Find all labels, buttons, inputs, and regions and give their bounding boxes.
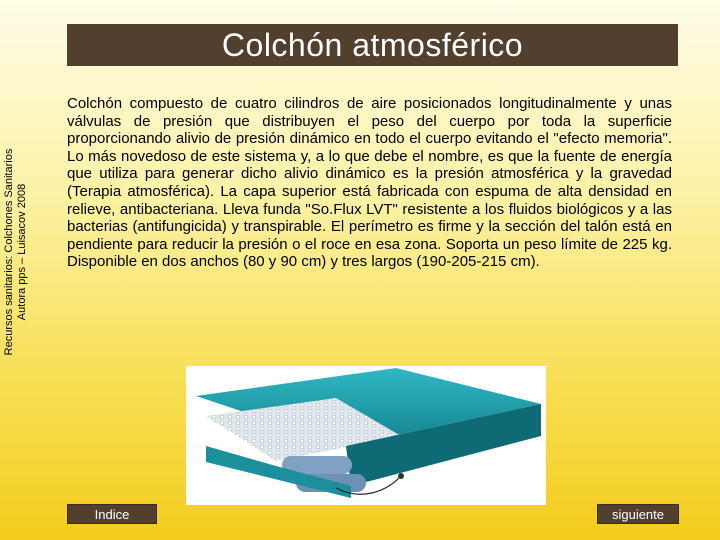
mattress-illustration [186, 366, 546, 505]
description-text: Colchón compuesto de cuatro cilindros de aire posicionados longitudinalmente y unas válvulas de presión que distribuyen el peso del cuerpo por toda la superficie proporcionando alivio de presión dinámico en todo el cuerpo evitando el "efecto memoria". Lo más novedoso de este sistema y, a lo que debe el nombre, es que la fuente de energía que utiliza para generar dicho alivio dinámico es la presión atmosférica y la gravedad (Terapia atmosférica). La capa superior está fabricada con espuma de alta densidad en relieve, antibacteriana. Lleva funda "So.Flux LVT" resistente a los fluidos biológicos y a las bacterias (antifungicida) y transpirable. El perímetro es firme y la sección del talón está en pendiente para reducir la presión o el roce en esa zona. Soporta un peso límite de 225 kg. Disponible en dos anchos (80 y 90 cm) y tres largos (190-205-215 cm). [67, 95, 672, 271]
slide-title: Colchón atmosférico [221, 26, 524, 63]
side-label [3, 132, 29, 372]
side-label-line2: Autora pps – Luisacov 2008 [16, 183, 28, 321]
index-button[interactable]: Indice [67, 504, 157, 524]
title-bar [67, 24, 678, 66]
valve-icon [398, 473, 404, 479]
mattress-image [186, 366, 546, 505]
next-button[interactable]: siguiente [597, 504, 679, 524]
side-label-line1: Recursos sanitarios: Colchones Sanitarios [3, 148, 15, 356]
